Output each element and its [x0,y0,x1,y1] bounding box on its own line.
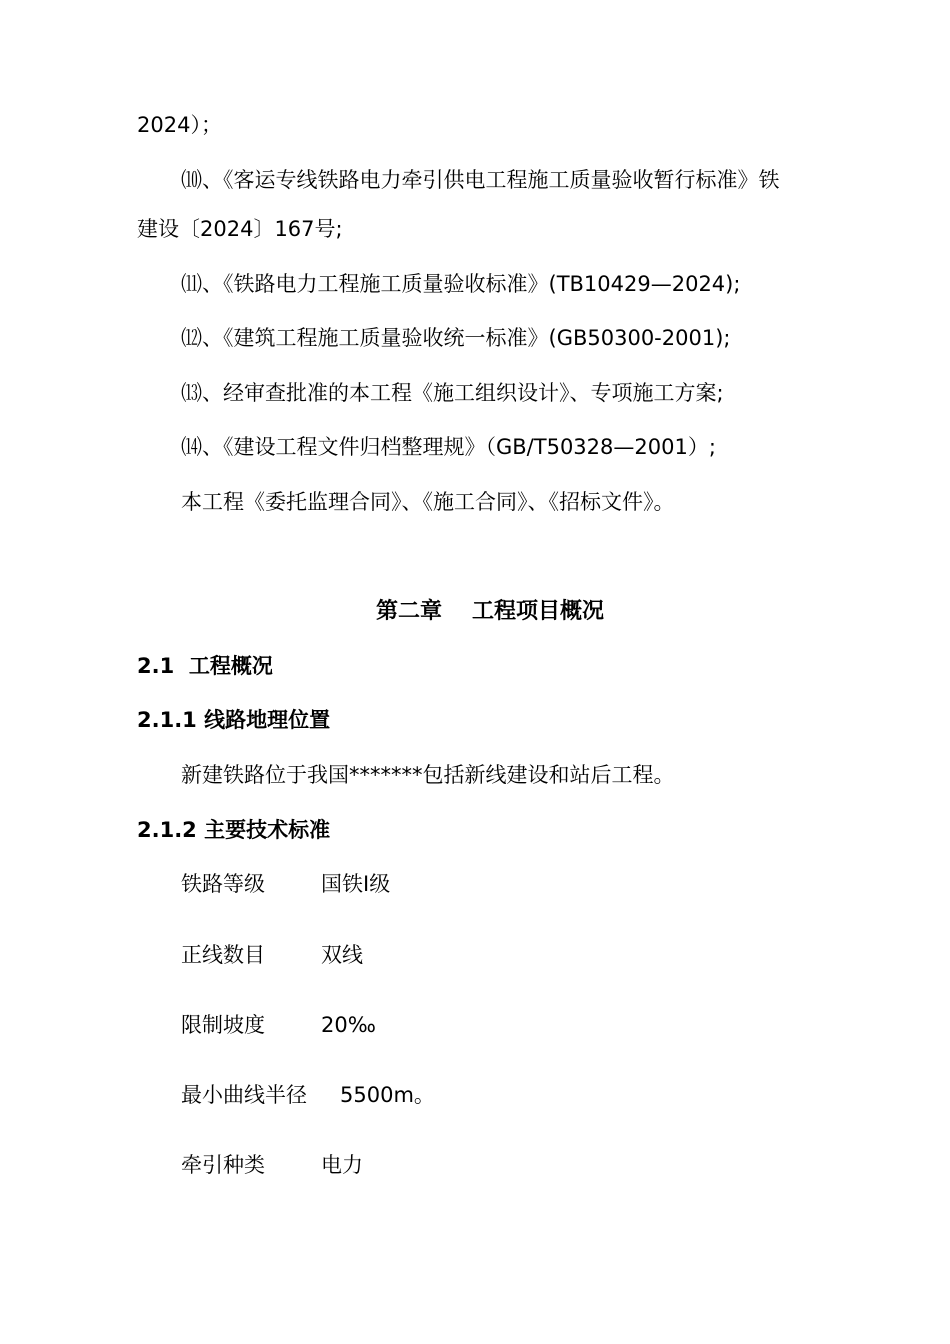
section-2-1-1-body: 新建铁路位于我国*******包括新线建设和站后工程。 [181,763,675,787]
spec-value: 20‰ [321,1013,376,1037]
reference-item-10-line-1: ⑽、《客运专线铁路电力牵引供电工程施工质量验收暂行标准》铁 [181,168,780,192]
spec-label: 最小曲线半径 [181,1083,307,1107]
reference-line-continuation: 2024）； [137,113,222,137]
reference-contracts: 本工程《委托监理合同》、《施工合同》、《招标文件》。 [181,490,675,514]
section-2-1-2-heading: 2.1.2 主要技术标准 [137,818,331,842]
spec-label: 正线数目 [181,943,265,967]
reference-item-12: ⑿、《建筑工程施工质量验收统一标准》(GB50300-2001); [181,326,731,350]
spec-value: 国铁Ⅰ级 [321,872,391,896]
chapter-number: 第二章 [375,599,442,624]
spec-value: 双线 [321,943,363,967]
reference-item-13: ⒀、经审查批准的本工程《施工组织设计》、专项施工方案; [181,381,724,405]
reference-item-10-line-2: 建设〔2024〕167号; [137,217,343,241]
spec-label: 限制坡度 [181,1013,265,1037]
chapter-heading [0,596,950,628]
spec-label: 牵引种类 [181,1153,265,1177]
section-2-1-heading: 2.1 工程概况 [137,654,273,678]
section-2-1-1-heading: 2.1.1 线路地理位置 [137,708,331,732]
spec-value: 5500m。 [340,1083,435,1107]
reference-item-14: ⒁、《建设工程文件归档整理规》（GB/T50328—2001）; [181,435,716,459]
spec-value: 电力 [321,1153,363,1177]
chapter-title: 工程项目概况 [472,599,605,624]
reference-item-11: ⑾、《铁路电力工程施工质量验收标准》(TB10429—2024); [181,272,741,296]
spec-label: 铁路等级 [181,872,265,896]
